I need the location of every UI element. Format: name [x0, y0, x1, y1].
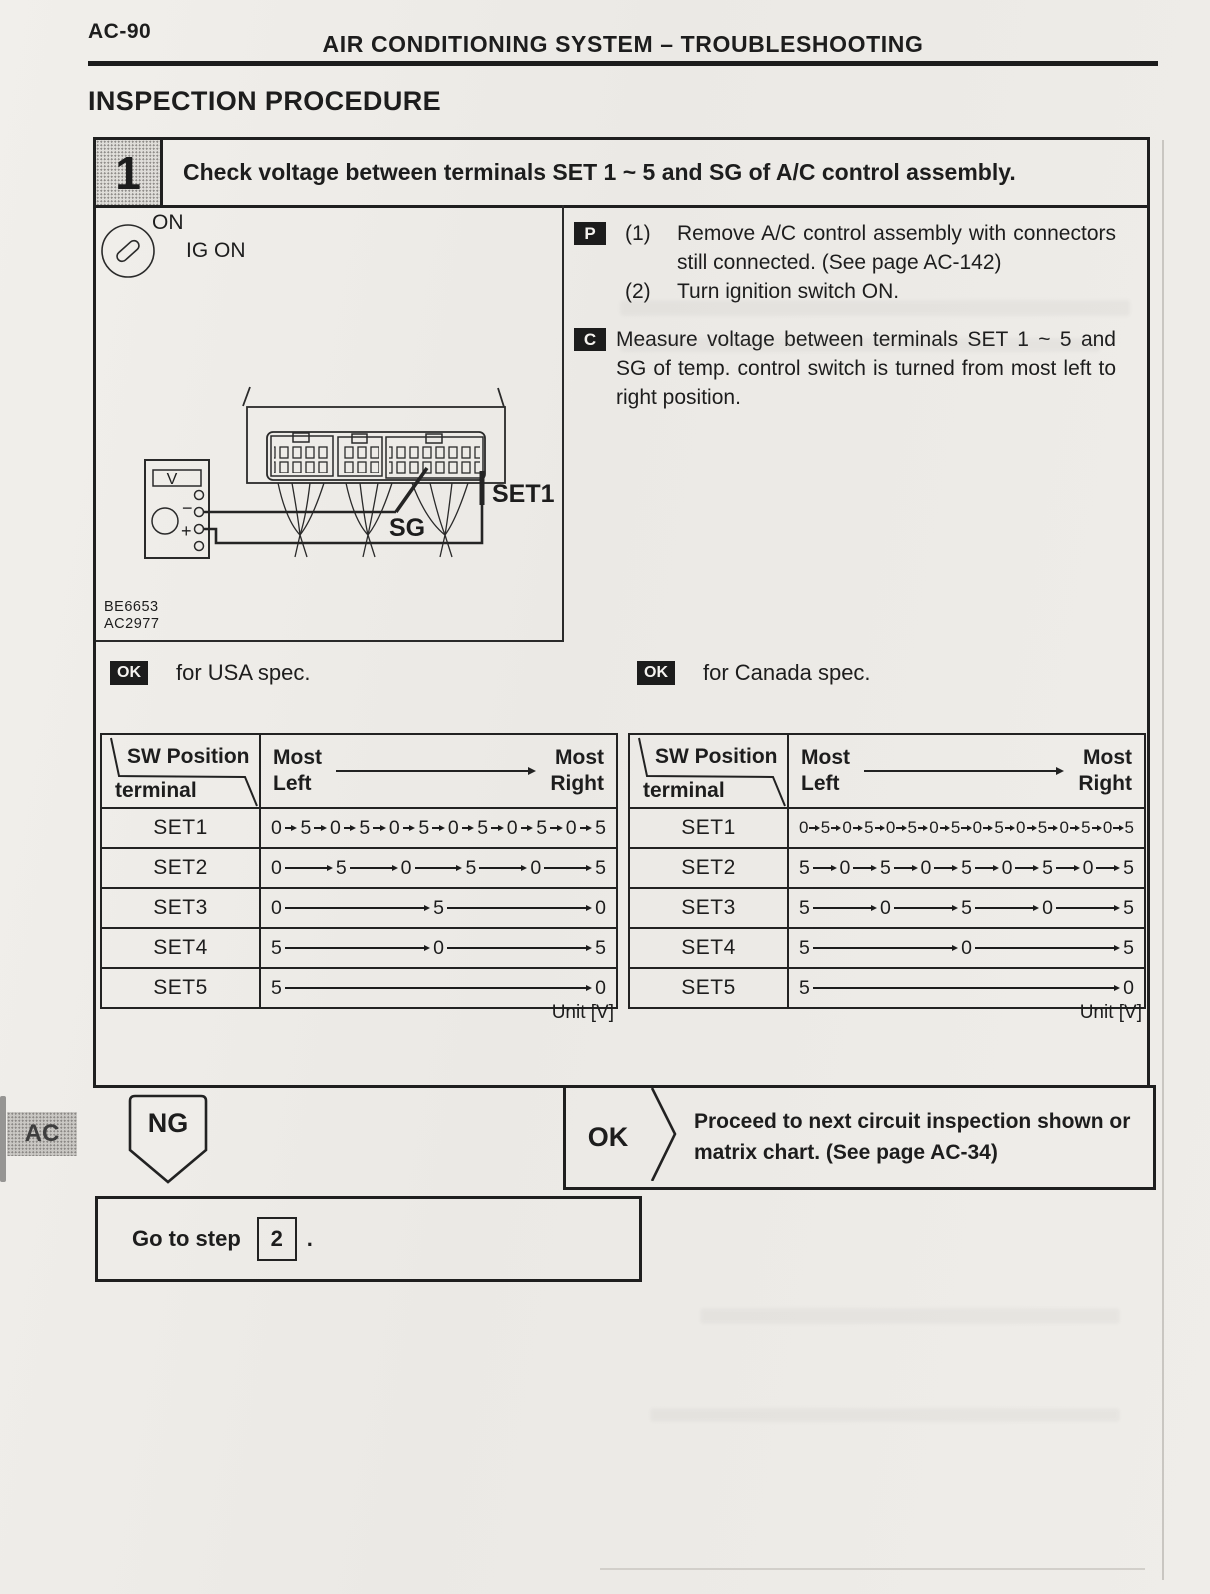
voltage-value: 0 [565, 816, 577, 839]
wiring-diagram [96, 205, 562, 640]
page-heading: INSPECTION PROCEDURE [88, 86, 442, 116]
step-box [93, 137, 1150, 1088]
voltage-value: 0 [842, 818, 852, 837]
terminal-cell: SET4 [630, 929, 789, 967]
voltage-value: 5 [1124, 818, 1135, 837]
voltage-value: 5 [477, 816, 489, 839]
range-header: Most Left Most Right [273, 746, 604, 795]
voltage-value: 0 [595, 976, 606, 999]
arrow-right-icon [894, 865, 918, 871]
voltage-value: 5 [595, 816, 607, 839]
usa-spec-line: OK for USA spec. [110, 660, 311, 686]
table-header [630, 735, 1144, 809]
voltage-value: 0 [1059, 818, 1069, 837]
arrow-right-icon [983, 825, 993, 831]
voltage-value: 0 [799, 818, 809, 837]
voltage-value: 5 [799, 936, 810, 959]
voltage-value: 0 [1042, 896, 1053, 919]
ig-on-label: IG ON [186, 239, 246, 262]
voltage-value: 5 [1123, 896, 1134, 919]
table-row [630, 809, 1144, 849]
terminal-cell: SET3 [630, 889, 789, 927]
table-row [102, 929, 616, 969]
table-row [630, 929, 1144, 969]
voltmeter-v-label: V [166, 471, 178, 488]
wire-bundles [278, 483, 468, 557]
arrow-right-icon [864, 767, 1064, 775]
voltage-pattern [789, 809, 1144, 847]
arrow-right-icon [447, 905, 592, 911]
section-tab-ac: AC [7, 1112, 77, 1156]
arrow-right-icon [403, 825, 416, 831]
step-2-box: 2 [257, 1217, 297, 1261]
prepare-block [574, 220, 1116, 307]
arrow-right-icon [415, 865, 463, 871]
voltage-value: 0 [506, 816, 518, 839]
arrow-right-icon [285, 825, 298, 831]
voltage-value: 5 [1123, 856, 1134, 879]
sg-label: SG [389, 514, 426, 542]
voltage-value: 0 [885, 818, 896, 837]
voltage-pattern [261, 929, 616, 967]
ignition-key-icon [102, 225, 154, 277]
arrow-right-icon [447, 945, 592, 951]
check-badge: C [574, 328, 606, 351]
arrow-right-icon [934, 865, 958, 871]
arrow-right-icon [350, 865, 398, 871]
voltage-value: 5 [1123, 936, 1135, 959]
scan-artifact [0, 1096, 6, 1182]
table-row [630, 849, 1144, 889]
arrow-right-icon [1015, 865, 1039, 871]
page-number: AC-90 [88, 20, 152, 43]
arrow-right-icon [975, 945, 1120, 951]
voltage-value: 5 [418, 816, 430, 839]
voltage-value: 5 [595, 936, 607, 959]
terminal-cell: SET1 [630, 809, 789, 847]
voltage-pattern [789, 889, 1144, 927]
arrow-right-icon [580, 825, 593, 831]
voltage-pattern [789, 929, 1144, 967]
arrow-right-icon [544, 865, 592, 871]
arrow-right-icon [853, 865, 877, 871]
ng-action-box: Go to step 2 . [95, 1196, 642, 1282]
prepare-step-1: (1) Remove A/C control assembly with connectors still connected. (See page AC-142) [625, 222, 1116, 274]
terminal-cell: SET2 [102, 849, 261, 887]
terminal-cell: SET2 [630, 849, 789, 887]
voltage-value: 5 [536, 816, 548, 839]
section-title: AIR CONDITIONING SYSTEM – TROUBLESHOOTING [322, 31, 924, 57]
voltage-value: 0 [271, 856, 282, 879]
arrow-right-icon [831, 825, 841, 831]
voltage-value: 5 [335, 856, 347, 879]
arrow-right-icon [432, 825, 445, 831]
voltage-value: 5 [994, 818, 1004, 837]
voltage-value: 0 [929, 818, 939, 837]
arrow-right-icon [813, 865, 837, 871]
voltage-value: 0 [961, 936, 972, 959]
arrow-right-icon [809, 825, 819, 831]
ok-action-text: Proceed to next circuit inspection shown or matrix chart. (See page AC-34) [694, 1110, 1131, 1164]
terminal-cell: SET3 [102, 889, 261, 927]
arrow-right-icon [875, 825, 885, 831]
ok-badge-canada: OK [637, 661, 675, 685]
table-rows [102, 809, 616, 1007]
voltage-value: 0 [1001, 856, 1013, 879]
prepare-badge: P [574, 222, 606, 245]
voltage-value: 0 [1102, 818, 1113, 837]
arrow-right-icon [344, 825, 357, 831]
voltage-value: 5 [799, 896, 810, 919]
arrow-right-icon [1092, 825, 1102, 831]
arrow-right-icon [462, 825, 475, 831]
unit-label-canada: Unit [V] [1079, 1002, 1142, 1023]
scan-edge-line [1162, 140, 1164, 1580]
scan-edge-line [600, 1568, 1145, 1570]
voltage-value: 0 [595, 896, 607, 919]
arrow-right-icon [975, 865, 999, 871]
voltage-value: 5 [271, 936, 282, 959]
arrow-right-icon [1056, 905, 1120, 911]
arrow-right-icon [1113, 825, 1123, 831]
voltage-value: 5 [820, 818, 831, 837]
voltage-value: 0 [1016, 818, 1026, 837]
chevron-right-icon [650, 1088, 678, 1181]
arrow-right-icon [1096, 865, 1120, 871]
table-header [102, 735, 616, 809]
arrow-right-icon [285, 905, 430, 911]
voltage-value: 5 [271, 976, 282, 999]
voltage-value: 0 [271, 816, 282, 839]
canada-voltage-table [628, 733, 1146, 1009]
ok-badge-usa: OK [110, 661, 148, 685]
voltage-pattern [261, 849, 616, 887]
figure-codes: BE6653 AC2977 [104, 599, 160, 633]
arrow-right-icon [285, 865, 333, 871]
arrow-right-icon [285, 985, 592, 991]
voltage-value: 0 [329, 816, 341, 839]
arrow-right-icon [1056, 865, 1080, 871]
bleed-through-artifact [650, 1408, 1120, 1422]
usa-voltage-table [100, 733, 618, 1009]
arrow-right-icon [314, 825, 327, 831]
prepare-step-2: (2) Turn ignition switch ON. [625, 279, 900, 303]
canada-spec-line: OK for Canada spec. [637, 660, 871, 686]
arrow-right-icon [853, 825, 863, 831]
arrow-right-icon [336, 767, 536, 775]
set1-label: SET1 [492, 480, 555, 508]
header-rule [88, 61, 1158, 66]
step-header [96, 140, 1147, 208]
bleed-through-artifact [700, 1308, 1120, 1324]
arrow-right-icon [894, 905, 958, 911]
unit-label-usa: Unit [V] [551, 1002, 614, 1023]
voltage-value: 5 [433, 896, 444, 919]
ok-result [563, 1085, 1156, 1190]
illustration-box [96, 205, 564, 642]
check-text: Measure voltage between terminals SET 1 ~ 5 and SG of temp. control switch is turned from most left to right position. [616, 328, 1116, 409]
ok-label: OK [587, 1122, 629, 1152]
voltage-value: 5 [465, 856, 477, 879]
bleed-through-artifact [620, 300, 1130, 316]
minus-symbol: − [182, 498, 193, 518]
arrow-right-icon [975, 905, 1039, 911]
terminal-cell: SET1 [102, 809, 261, 847]
arrow-right-icon [813, 945, 958, 951]
voltage-value: 0 [1082, 856, 1094, 879]
voltage-value: 5 [880, 856, 891, 879]
voltage-value: 0 [972, 818, 983, 837]
terminal-cell: SET5 [102, 969, 261, 1007]
voltage-value: 5 [1081, 818, 1091, 837]
arrow-right-icon [813, 985, 1120, 991]
ng-result [128, 1094, 208, 1186]
voltage-value: 0 [839, 856, 851, 879]
voltage-value: 5 [961, 896, 972, 919]
table-rows [630, 809, 1144, 1007]
voltage-pattern [261, 809, 616, 847]
voltage-value: 0 [447, 816, 459, 839]
voltage-value: 5 [595, 856, 606, 879]
terminal-cell: SET5 [630, 969, 789, 1007]
ignition-on-label: ON [152, 211, 184, 234]
range-header: Most Left Most Right [801, 746, 1132, 795]
arrow-right-icon [961, 825, 971, 831]
ng-label: NG [147, 1108, 189, 1138]
step-number: 1 [96, 140, 163, 205]
arrow-right-icon [491, 825, 504, 831]
arrow-right-icon [550, 825, 563, 831]
prepare-steps [625, 220, 1116, 307]
terminal-cell: SET4 [102, 929, 261, 967]
arrow-right-icon [918, 825, 928, 831]
voltage-value: 0 [271, 896, 282, 919]
arrow-right-icon [479, 865, 527, 871]
arrow-right-icon [813, 905, 877, 911]
voltage-value: 5 [961, 856, 972, 879]
arrow-right-icon [373, 825, 386, 831]
voltage-value: 0 [400, 856, 412, 879]
voltage-value: 5 [300, 816, 312, 839]
voltage-value: 0 [530, 856, 542, 879]
voltage-value: 5 [799, 976, 810, 999]
voltage-value: 5 [1042, 856, 1053, 879]
arrow-right-icon [896, 825, 906, 831]
table-row [102, 849, 616, 889]
table-row [102, 889, 616, 929]
arrow-right-icon [1027, 825, 1037, 831]
bleed-through-artifact [620, 338, 1100, 352]
voltage-value: 0 [1123, 976, 1134, 999]
connector-blocks [271, 433, 483, 478]
sw-position-terminal-cell: SW Position terminal [630, 735, 789, 807]
voltage-value: 5 [1037, 818, 1048, 837]
table-row [102, 809, 616, 849]
arrow-right-icon [521, 825, 534, 831]
arrow-right-icon [1005, 825, 1015, 831]
voltage-value: 5 [950, 818, 961, 837]
plus-symbol: + [181, 521, 192, 541]
arrow-right-icon [1070, 825, 1080, 831]
sw-position-terminal-cell: SW Position terminal [102, 735, 261, 807]
voltage-value: 0 [880, 896, 891, 919]
voltage-value: 0 [388, 816, 400, 839]
voltage-value: 5 [864, 818, 874, 837]
voltage-value: 5 [907, 818, 917, 837]
arrow-right-icon [285, 945, 430, 951]
voltage-value: 0 [433, 936, 444, 959]
voltage-value: 0 [920, 856, 932, 879]
step-title: Check voltage between terminals SET 1 ~ 5 and SG of A/C control assembly. [183, 158, 1016, 185]
voltage-value: 5 [359, 816, 371, 839]
table-row [630, 889, 1144, 929]
voltage-pattern [789, 849, 1144, 887]
arrow-right-icon [940, 825, 950, 831]
voltage-pattern [261, 889, 616, 927]
voltage-value: 5 [799, 856, 810, 879]
arrow-right-icon [1048, 825, 1058, 831]
